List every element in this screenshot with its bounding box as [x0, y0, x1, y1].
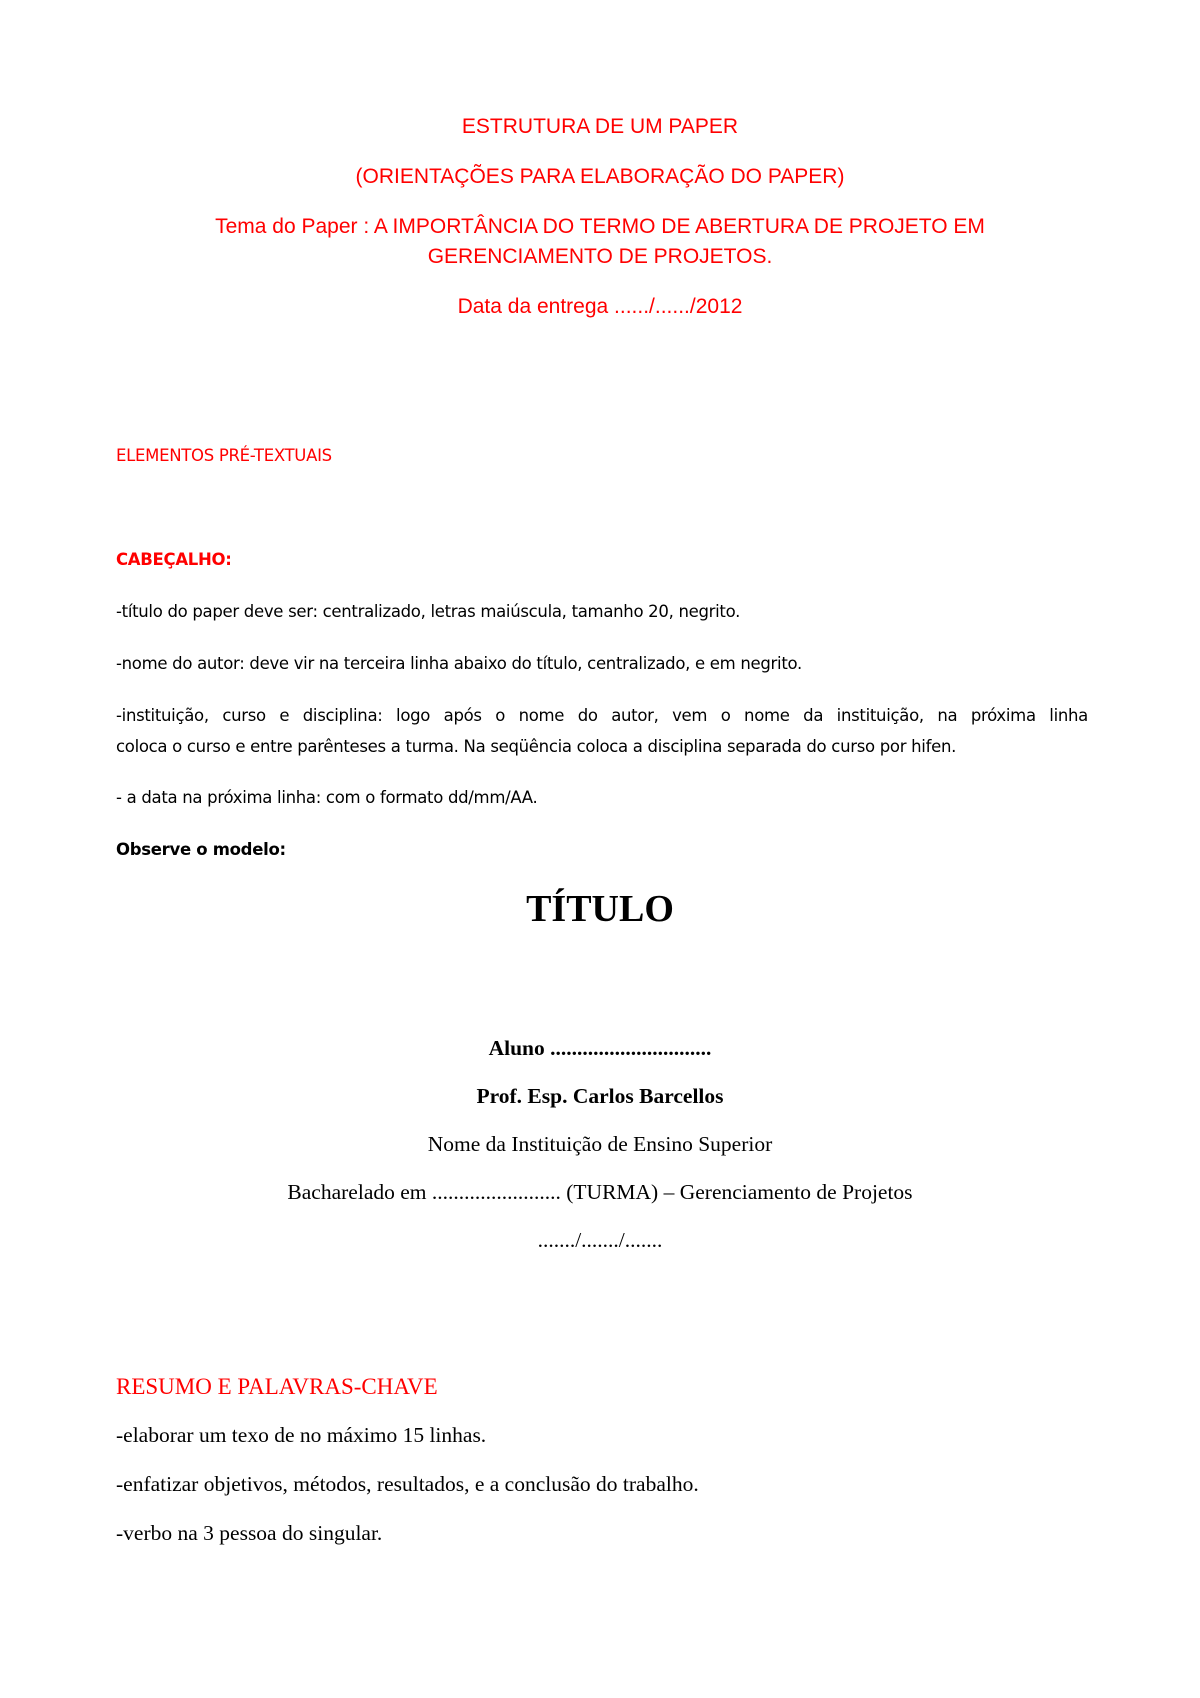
- cabecalho-item-date: - a data na próxima linha: com o formato dd/mm/AA.: [116, 788, 538, 807]
- document-heading: ESTRUTURA DE UM PAPER: [461, 115, 739, 138]
- resumo-item-emphasis: -enfatizar objetivos, métodos, resultados, e a conclusão do trabalho.: [116, 1472, 699, 1496]
- cabecalho-item-title: -título do paper deve ser: centralizado, letras maiúscula, tamanho 20, negrito.: [116, 602, 741, 621]
- cabecalho-heading: CABEÇALHO:: [116, 550, 232, 569]
- paper-theme-line-1: Tema do Paper : A IMPORTÂNCIA DO TERMO DE ABERTURA DE PROJETO EM: [215, 215, 985, 238]
- model-date: ......./......./.......: [537, 1228, 663, 1252]
- resumo-heading: RESUMO E PALAVRAS-CHAVE: [116, 1374, 438, 1399]
- cabecalho-item-author: -nome do autor: deve vir na terceira linha abaixo do título, centralizado, e em negrito.: [116, 654, 802, 673]
- model-title: TÍTULO: [526, 888, 674, 930]
- delivery-date: Data da entrega ....../....../2012: [457, 295, 743, 318]
- paper-theme-line-2: GERENCIAMENTO DE PROJETOS.: [427, 245, 773, 268]
- model-professor: Prof. Esp. Carlos Barcellos: [476, 1084, 724, 1108]
- document-subheading: (ORIENTAÇÕES PARA ELABORAÇÃO DO PAPER): [355, 165, 845, 188]
- resumo-item-lines: -elaborar um texo de no máximo 15 linhas.: [116, 1423, 487, 1447]
- cabecalho-item-institution-line-1: -instituição, curso e disciplina: logo após o nome do autor, vem o nome da instituição, na próxima linha: [116, 706, 1088, 725]
- cabecalho-item-institution-line-2: coloca o curso e entre parênteses a turma. Na seqüência coloca a disciplina separada do curso por hifen.: [116, 737, 957, 756]
- model-student: Aluno ..............................: [488, 1036, 712, 1060]
- model-institution: Nome da Instituição de Ensino Superior: [427, 1132, 773, 1156]
- observe-model-label: Observe o modelo:: [116, 840, 286, 859]
- pretextual-heading: ELEMENTOS PRÉ-TEXTUAIS: [116, 446, 332, 465]
- resumo-item-verb: -verbo na 3 pessoa do singular.: [116, 1521, 383, 1545]
- model-course: Bacharelado em ........................ (TURMA) – Gerenciamento de Projetos: [287, 1180, 913, 1204]
